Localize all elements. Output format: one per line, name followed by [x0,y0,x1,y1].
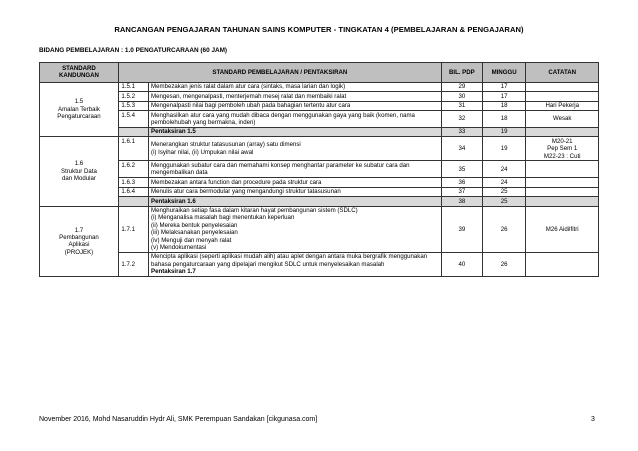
row-minggu: 19 [482,137,526,161]
table-row [40,178,599,187]
table-row [40,92,599,101]
table-row [40,111,599,128]
row-description: Mengenalpasti nilai bagi pemboleh ubah pada bahagian tertentu atur cara [148,101,441,110]
row-minggu: 26 [482,252,526,276]
table-row [40,82,599,91]
table-row [40,252,599,276]
table-header-row [40,63,599,83]
pentaksiran-label: Pentaksiran 1.6 [148,197,441,206]
header-standard-kandungan: STANDARD KANDUNGAN [40,63,119,83]
row-description: Menerangkan struktur tatasusunan (array) satu dimensi (i) Isyihar nilai, (ii) Umpukan nilai awal [148,137,441,161]
row-catatan [526,82,599,91]
row-number: 1.5.2 [118,92,148,101]
row-bil: 38 [441,197,482,206]
row-bil: 30 [441,92,482,101]
row-minggu: 18 [482,111,526,128]
table-row [40,137,599,161]
row-number: 1.6.3 [118,178,148,187]
document-title: RANCANGAN PENGAJARAN TAHUNAN SAINS KOMPUTER - TINGKATAN 4 (PEMBELAJARAN & PENGAJARAN) [114,25,524,34]
row-number-empty [118,197,148,206]
row-number-empty [118,127,148,136]
row-catatan [526,178,599,187]
row-catatan: Wesak [526,111,599,128]
header-standard-pembelajaran: STANDARD PEMBELAJARAN / PENTAKSIRAN [118,63,441,83]
row-minggu: 19 [482,127,526,136]
header-minggu: MINGGU [482,63,526,83]
row-minggu: 25 [482,187,526,196]
row-catatan [526,197,599,206]
row-bil: 32 [441,111,482,128]
row-catatan: Hari Pekerja [526,101,599,110]
table-row [40,187,599,196]
kandungan-cell: 1.7 Pembangunan Aplikasi (PROJEK) [40,206,119,277]
row-description: Mencipta aplikasi (seperti aplikasi mudah alih) atau aplet dengan antara muka bergrafik menggunakan bahasa pengaturcaraan yang dipelajari mengikut SDLC untuk menyelesaikan masalah [151,253,428,268]
section-heading: BIDANG PEMBELAJARAN : 1.0 PENGATURCARAAN (60 JAM) [39,47,228,54]
row-catatan [526,187,599,196]
row-catatan: M26 Aidilfitri [526,206,599,252]
row-number: 1.5.4 [118,111,148,128]
row-minggu: 18 [482,101,526,110]
row-description-cell [148,252,441,276]
row-description: Mengesan, mengenalpasti, menterjemah mesej ralat dan membaiki ralat [148,92,441,101]
row-minggu: 17 [482,82,526,91]
page-number: 3 [591,416,595,423]
row-number: 1.7.2 [118,252,148,276]
row-minggu: 24 [482,161,526,178]
row-description: Menggunakan subatur cara dan memahami konsep menghantar parameter ke subatur cara dan mengembalikan data [148,161,441,178]
pentaksiran-label: Pentaksiran 1.7 [151,268,196,276]
row-number: 1.6.4 [118,187,148,196]
row-catatan [526,252,599,276]
row-number: 1.7.1 [118,206,148,252]
row-number: 1.6.1 [118,137,148,161]
table-row [40,101,599,110]
row-bil: 36 [441,178,482,187]
row-catatan: M20-21 Pep Sem 1 M22-23 : Cuti [526,137,599,161]
row-description: Membezakan antara function dan procedure pada struktur cara [148,178,441,187]
table-row [40,206,599,252]
row-bil: 29 [441,82,482,91]
row-minggu: 24 [482,178,526,187]
pentaksiran-row [40,127,599,136]
row-number: 1.5.3 [118,101,148,110]
header-catatan: CATATAN [526,63,599,83]
table-row [40,161,599,178]
row-minggu: 26 [482,206,526,252]
row-bil: 40 [441,252,482,276]
row-catatan [526,161,599,178]
row-description: Membezakan jenis ralat dalam atur cara (sintaks, masa larian dan logik) [148,82,441,91]
row-description: Menghasilkan atur cara yang mudah dibaca dengan menggunakan gaya yang baik (komen, nama pembolehubah yang bermakna, inden) [148,111,441,128]
row-minggu: 17 [482,92,526,101]
row-bil: 34 [441,137,482,161]
row-description: Menghuraikan setiap fasa dalam kitaran hayat pembangunan sistem (SDLC) (i) Menganalisa masalah bagi menentukan keperluan (ii) Mereka bentuk penyelesaian (iii) Melaksanakan penyelesaian (iv) Menguji dan menyah ralat (v) Mendokumentasi [148,206,441,252]
row-number: 1.5.1 [118,82,148,91]
pentaksiran-row [40,197,599,206]
row-bil: 37 [441,187,482,196]
row-minggu: 25 [482,197,526,206]
pentaksiran-label: Pentaksiran 1.5 [148,127,441,136]
row-catatan [526,127,599,136]
lesson-plan-table [39,62,599,277]
kandungan-cell: 1.5 Amalan Terbaik Pengaturcaraan [40,82,119,136]
row-catatan [526,92,599,101]
footer-credit: November 2016, Mohd Nasaruddin Hydr Ali, SMK Perempuan Sandakan [cikgunasa.com] [39,416,318,423]
row-bil: 39 [441,206,482,252]
row-bil: 35 [441,161,482,178]
header-bil-pdp: BIL. PDP [441,63,482,83]
row-description: Menulis atur cara bermodular yang mengandungi struktur tatasusunan [148,187,441,196]
row-number: 1.6.2 [118,161,148,178]
row-bil: 33 [441,127,482,136]
kandungan-cell: 1.6 Struktur Data dan Modular [40,137,119,206]
row-bil: 31 [441,101,482,110]
